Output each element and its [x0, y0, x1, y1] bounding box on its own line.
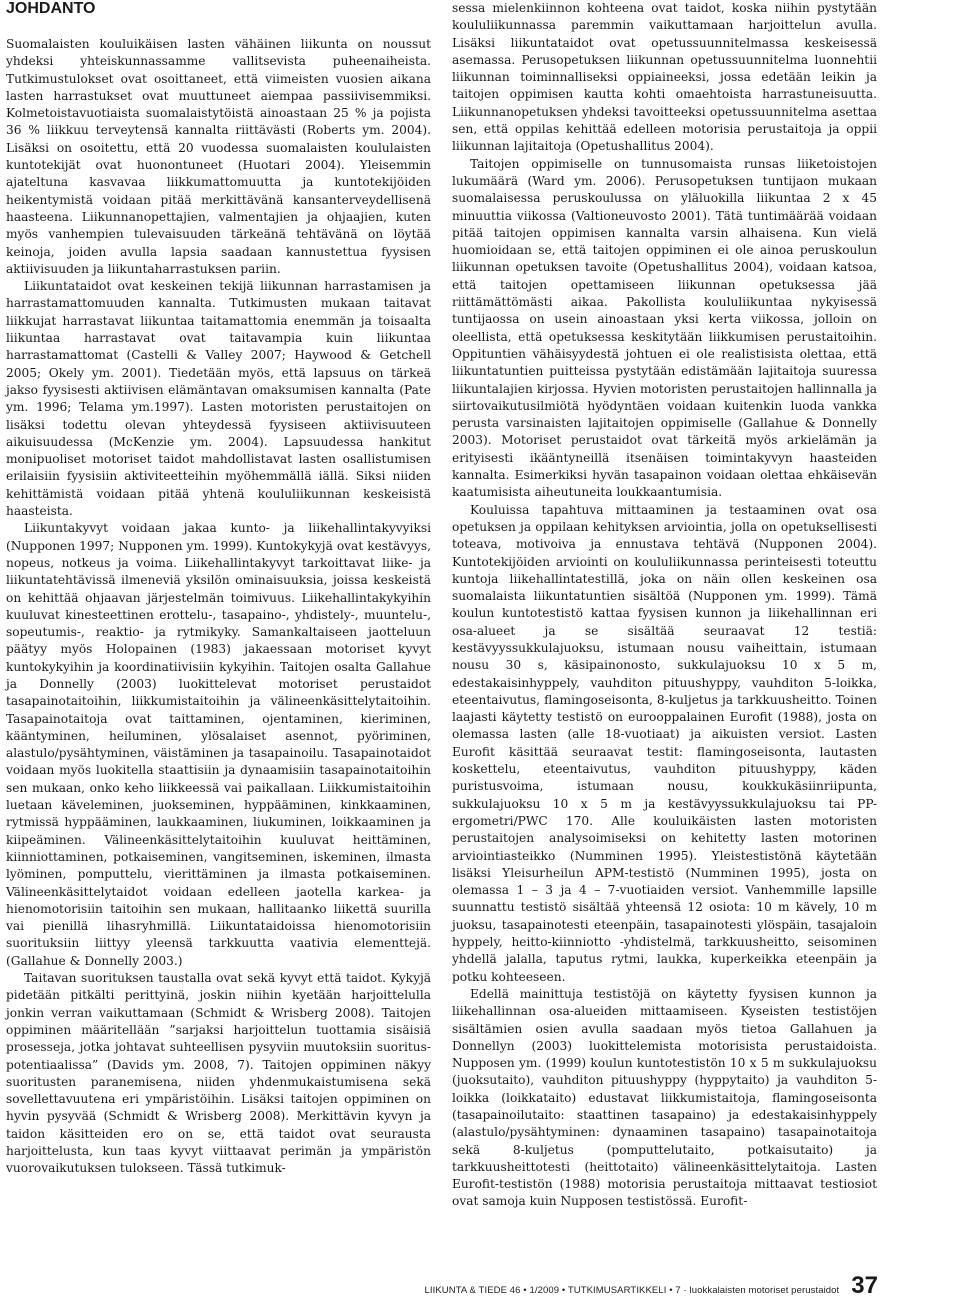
paragraph: Liikuntakyvyt voidaan jakaa kunto- ja liikehallintakyvyiksi (Nupponen 1997; Nupponen ym. 1999). Kuntokykyjä ovat kestävyys, nopeus, notkeus ja voima. Liikehallintakyvyt tarkoittavat liike- ja liikuntatehtävissä ilmeneviä yksilön ominaisuuksia, joissa keskeistä on kehittää ohjaavan järjestelmän toimivuus. Liikehallintakykyihin kuuluvat kinesteettinen erottelu-, tasapaino-, yhdistely-, muuntelu-, sopeutumis-, reaktio- ja rytmikyky. Samankaltaiseen jaotteluun päätyy myös Holopainen (1983) jakaessaan motoriset kyvyt kuntokykyihin ja koordinatiivisiin kykyihin. Taitojen osalta Gallahue ja Donnelly (2003) luokittelevat motoriset perustaidot tasapainotaitoihin, liikkumistaitoihin ja välineenkäsittelytaitoihin. Tasapainotaitoja ovat taittaminen, ojentaminen, kieriminen, kääntyminen, heiluminen, ylösalaiset asennot, pyöriminen, alastulo/pysähtyminen, väistäminen ja tasapainoilu. Tasapainotaidot voidaan myös luokitella staattisiin ja dynaamisiin tasapainotaitoihin sen mukaan, onko keho liikkeessä vai paikallaan. Liikkumistaitoihin luetaan käveleminen, juokseminen, hyppääminen, kinkkaaminen, rytmissä hyppääminen, laukkaaminen, liukuminen, loikkaaminen ja kiipeäminen. Välineenkäsittelytaitoihin kuuluvat heittäminen, kiinniottaminen, potkaiseminen, vangitseminen, iskeminen, ilmasta lyöminen, pomputtelu, vierittäminen ja ilmasta potkaiseminen. Välineenkäsittelytaidot voidaan edelleen jaotella karkea- ja hienomotorisiin taitoihin sen mukaan, hallitaanko liikettä suurilla vai pienillä lihasryhmillä. Liikuntataidoissa hienomotorisiin suorituksiin liittyy yleensä tarkkuutta vaativia elementtejä. (Gallahue & Donnelly 2003.) — [6, 521, 431, 968]
right-column — [452, 0, 877, 1211]
paragraph: Taitojen oppimiselle on tunnusomaista runsas liiketoistojen lukumäärä (Ward ym. 2006). Perusopetuksen tuntijaon mukaan suomalaisessa peruskoulussa on yläluokilla liikuntaa 2 x 45 minuuttia viikossa (Valtioneuvosto 2001). Tätä tuntimäärää voidaan pitää taitojen oppimisen kannalta varsin alhaisena. Kun vielä huomioidaan se, että taitojen oppiminen ei ole ainoa peruskoulun liikunnan opetuksen tavoite (Opetushallitus 2004), voidaan katsoa, että taitojen opettamiseen liikunnan opetuksessa jää riittämättömästi aikaa. Pakollista koululiikuntaa nykyisessä tuntijaossa on usein ainoastaan yksi kerta viikossa, jolloin on oleellista, että opetuksessa keskitytään liikkumisen perustaitoihin. Oppituntien vähäisyydestä johtuen ei ole realistisista olettaa, että liikuntatuntien puitteissa pystytään edistämään lajitaitoja suuressa liikuntalajien kirjossa. Hyvien motoristen perustaitojen hallinnalla ja siirtovaikutusilmiötä hyödyntäen voidaan kuitenkin luoda vankka perusta varsinaisten lajitaitojen oppimiselle (Gallahue & Donnelly 2003). Motoriset perustaidot ovat tärkeitä myös arkielämän ja erityisesti ikääntyneillä itsenäisen toimintakyvyn haasteiden kannalta. Esimerkiksi hyvän tasapainon voidaan olettaa ehkäisevän kaatumisista aiheutuneita loukkaantumisia. — [452, 156, 877, 500]
left-column — [6, 0, 431, 1178]
paragraph: Suomalaisten kouluikäisen lasten vähäinen liikunta on noussut yhdeksi yhteiskunnassamme vallitsevista puheenaiheista. Tutkimustulokset ovat osoittaneet, että viimeisten vuosien aikana lasten harrastukset ovat muuttuneet aiempaa passiivisemmiksi. Kolmetoistavuotiaista suomalaistytöistä ainoastaan 25 % ja pojista 36 % liikkuu terveytensä kannalta riittävästi (Roberts ym. 2004). Lisäksi on osoitettu, että 20 vuodessa suomalaisten koululaisten kuntotekijät ovat huonontuneet (Huotari 2004). Yleisemmin ajateltuna kasvavaa liikkumattomuutta ja kuntotekijöiden heikentymistä voidaan pitää merkittävänä kansanterveydellisenä haasteena. Liikunnanopettajien, valmentajien ja ohjaajien, kuten myös vanhempien tulevaisuuden tärkeänä tehtävänä on löytää keinoja, joiden avulla lapsia saadaan kannustettua fyysisen aktiivisuuden ja liikuntaharrastuksen pariin. — [6, 37, 431, 276]
paragraph: Liikuntataidot ovat keskeinen tekijä liikunnan harrastamisen ja harrastamattomuuden kannalta. Tutkimusten mukaan taitavat liikkujat harrastavat liikuntaa taitamattomia enemmän ja toisaalta liikuntaa harrastavat ovat taitavampia kuin liikuntaa harrastamattomat (Castelli & Valley 2007; Haywood & Getchell 2005; Okely ym. 2001). Tiedetään myös, että lapsuus on tärkeä jakso fyysisesti aktiivisen elämäntavan omaksumisen kannalta (Pate ym. 1996; Telama ym.1997). Lasten motoristen perustaitojen on lisäksi todettu olevan yhteydessä fyysiseen aktiivisuuteen aikuisuudessa (McKenzie ym. 2004). Lapsuudessa hankitut monipuoliset motoriset taidot mahdollistavat lasten osallistumisen erilaisiin fyysisiin aktiviteetteihin myöhemmällä iällä. Siksi niiden kehittämistä voidaan pitää yhtenä koululiikunnan keskeisistä haasteista. — [6, 279, 431, 519]
paragraph: Taitavan suorituksen taustalla ovat sekä kyvyt että taidot. Kykyjä pidetään pitkälti perittyinä, joskin niihin kyetään harjoittelulla jonkin verran vaikuttamaan (Schmidt & Wrisberg 2008). Taitojen oppiminen määritellään ”sarjaksi harjoittelun tuottamia sisäisiä prosesseja, jotka johtavat suhteellisen pysyviin muutoksiin suorituspotentiaalissa” (Davids ym. 2008, 7). Taitojen oppiminen näkyy suoritusten paranemisena, niiden yhdenmukaistumisena sekä sovellettavuutena eri ympäristöihin. Lisäksi taitojen oppiminen on hyvin pysyvää (Schmidt & Wrisberg 2008). Merkittävin kyvyn ja taidon käsitteiden ero on se, että taidot ovat seurausta harjoittelusta, kun taas kyvyt viittaavat perimän ja ympäristön vuorovaikutuksen tulokseen. Tässä tutkimuk- — [6, 971, 431, 1176]
paragraph-continued: sessa mielenkiinnon kohteena ovat taidot, koska niihin pystytään koululiikunnassa paremmin vaikuttamaan harjoittelun avulla. Lisäksi liikuntataidot ovat opetussuunnitelmassa keskeisessä asemassa. Perusopetuksen liikunnan opetussuunnitelma luonnehtii liikunnan toiminnalliseksi oppiaineeksi, jossa edetään leikin ja taitojen oppimisen kautta kohti omaehtoista harrastuneisuutta. Liikunnanopetuksen yhdeksi tavoitteeksi opetussuunnitelma asettaa sen, että oppilas kehittää edelleen motorisia perustaitoja ja oppii liikunnan lajitaitoja (Opetushallitus 2004). — [452, 1, 877, 154]
paragraph: Kouluissa tapahtuva mittaaminen ja testaaminen ovat osa opetuksen ja oppilaan kehityksen arviointia, jolla on opetuksellisesti toteava, motivoiva ja ennustava tehtävä (Nupponen 2004). Kuntotekijöiden arviointi on koululiikunnassa perinteisesti toteuttu kuntoja liikehallintatestillä, joka on näin ollen keskeinen osa suomalaista liikuntatuntien sisältöä (Nupponen ym. 1999). Tämä koulun kuntotestistö kattaa fyysisen kunnon ja liikehallinnan eri osa-alueet ja se sisältää seuraavat 12 testiä: kestävyyssukkulajuoksu, istumaan nousu vaiheittain, istumaan nousu 30 s, käsipainonosto, sukkulajuoksu 10 x 5 m, edestakaisinhyppely, vauhditon pituushyppy, vauhditon 5-loikka, eteentaivutus, flamingoseisonta, 8-kuljetus ja tarkkuusheitto. Toinen laajasti käytetty testistö on eurooppalainen Eurofit (1988), josta on olemassa lasten (alle 18-vuotiaat) ja aikuisten versiot. Lasten Eurofit käsittää seuraavat testit: flamingoseisonta, lautasten koskettelu, eteentaivutus, vauhditon pituushyppy, käden puristusvoima, istumaan nousu, koukkukäsiinriipunta, sukkulajuoksu 10 x 5 m ja kestävyyssukkulajuoksu tai PP-ergometri/PWC 170. Alle kouluikäisten lasten motoristen perustaitojen analysoimiseksi on kehitetty lasten motorinen arviointiasteikko (Numminen 1995). Yleistestistönä käytetään lisäksi Yleisurheilun APM-testistö (Numminen 1995), josta on olemassa 1 – 3 ja 4 – 7-vuotiaiden versiot. Vanhemmille lapsille suunnattu testistö sisältää yhteensä 12 osiota: 10 m kävely, 10 m juoksu, tasapainotesti eteenpäin, tasapainotesti ylöspäin, tasajaloin hyppely, heitto-kiinniotto -yhdistelmä, tarkkuusheitto, seisominen yhdellä jalalla, taputus rytmi, laukka, kuperkeikka eteenpäin ja potku kohteeseen. — [452, 502, 877, 984]
section-heading: JOHDANTO — [6, 0, 96, 17]
page-number: 37 — [851, 1272, 878, 1299]
running-footer-text: LIIKUNTA & TIEDE 46 • 1/2009 • TUTKIMUSARTIKKELI • 7 · luokkalaisten motoriset perustaidot — [424, 1285, 840, 1296]
page-footer — [424, 1274, 878, 1298]
paragraph: Edellä mainittuja testistöjä on käytetty fyysisen kunnon ja liikehallinnan osa-alueiden mittaamiseen. Kyseisten testistöjen sisältämien osien avulla saadaan myös tietoa Gallahuen ja Donnellyn (2003) luokittelemista motorisista perustaidoista. Nupposen ym. (1999) koulun kuntotestistön 10 x 5 m sukkulajuoksu (juoksutaito), vauhditon pituushyppy (hyppytaito) ja vauhditon 5-loikka (loikkataito) edustavat liikkumistaitoja, flamingoseisonta (tasapainoilutaito: staattinen tasapaino) ja edestakaisinhyppely (alastulo/pysähtyminen: dynaaminen tasapaino) tasapainotaitoja sekä 8-kuljetus (pomputtelutaito, potkaisutaito) ja tarkkuusheittotesti (heittotaito) välineenkäsittelytaitoja. Lasten Eurofit-testistön (1988) motorisia perustaitoja mittaavat testiosiot ovat samoja kuin Nupposen testistössä. Eurofit- — [452, 986, 877, 1209]
